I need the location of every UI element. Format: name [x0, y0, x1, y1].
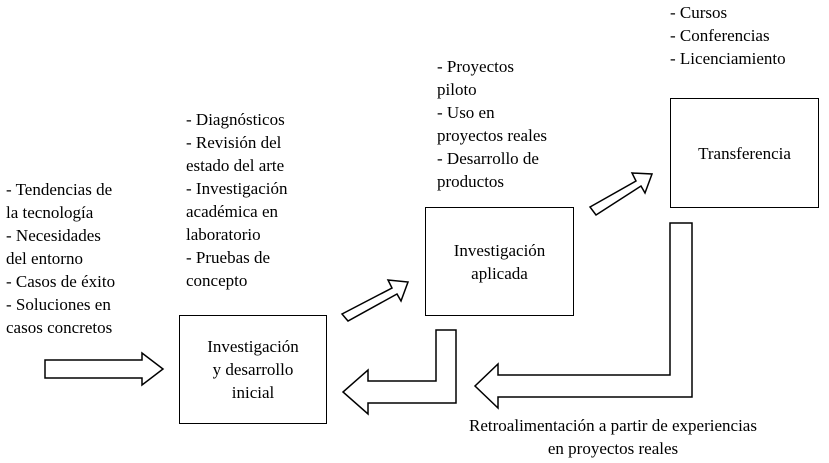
transfer-item: - Cursos: [670, 3, 728, 22]
feedback-arrow-applied: [343, 330, 456, 414]
initial-list: [186, 108, 288, 292]
initial-item: académica en: [186, 202, 279, 221]
transfer-label: Transferencia: [698, 143, 791, 163]
feedback-caption-line: Retroalimentación a partir de experiencias: [469, 416, 757, 435]
inputs-item: casos concretos: [6, 318, 113, 337]
initial-item: estado del arte: [186, 156, 285, 175]
input-arrow: [45, 353, 163, 385]
applied-list: [437, 55, 547, 193]
applied-item: - Desarrollo de: [437, 149, 539, 168]
transfer-list: [670, 1, 786, 70]
applied-research-label: Investigación aplicada: [453, 240, 546, 283]
arrow-to-transfer: [590, 173, 652, 215]
applied-item: - Uso en: [437, 103, 495, 122]
transfer-box: [670, 98, 819, 208]
transfer-item: - Licenciamiento: [670, 49, 786, 68]
transfer-item: - Conferencias: [670, 26, 770, 45]
initial-item: - Revisión del: [186, 133, 282, 152]
initial-item: - Pruebas de: [186, 248, 271, 267]
feedback-caption: [430, 414, 796, 460]
applied-item: - Proyectos: [437, 57, 514, 76]
initial-item: - Investigación: [186, 179, 288, 198]
applied-item: proyectos reales: [437, 126, 547, 145]
inputs-item: - Casos de éxito: [6, 272, 116, 291]
inputs-item: - Tendencias de: [6, 180, 113, 199]
applied-item: productos: [437, 172, 505, 191]
inputs-list: [6, 178, 115, 339]
initial-item: laboratorio: [186, 225, 261, 244]
initial-item: concepto: [186, 271, 248, 290]
feedback-caption-line: en proyectos reales: [547, 439, 679, 458]
inputs-item: - Necesidades: [6, 226, 101, 245]
initial-research-box: [179, 315, 327, 424]
inputs-item: del entorno: [6, 249, 83, 268]
applied-item: piloto: [437, 80, 477, 99]
inputs-item: - Soluciones en: [6, 295, 111, 314]
arrow-to-applied: [342, 280, 408, 321]
initial-research-label: Investigación y desarrollo inicial: [207, 337, 299, 402]
applied-research-box: [425, 207, 574, 316]
inputs-item: la tecnología: [6, 203, 94, 222]
initial-item: - Diagnósticos: [186, 110, 285, 129]
